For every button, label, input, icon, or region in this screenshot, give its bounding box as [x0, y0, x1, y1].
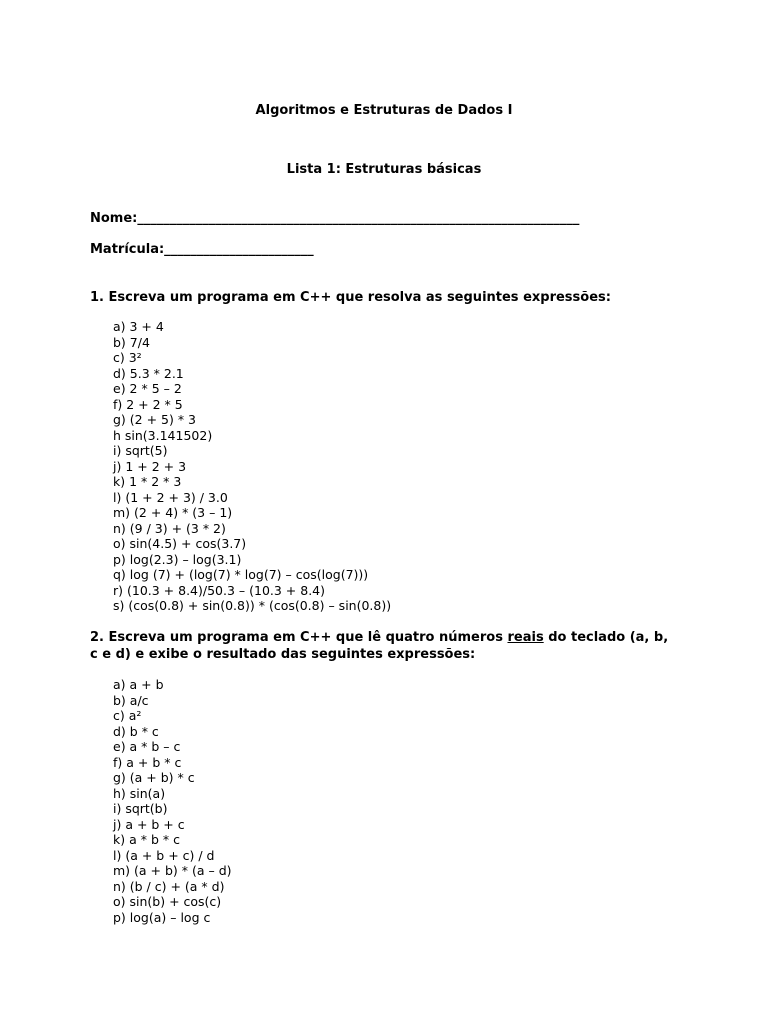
list-item: i) sqrt(b) — [113, 801, 168, 816]
list-item: c) a² — [113, 708, 142, 723]
list-item: l) (a + b + c) / d — [113, 847, 215, 863]
list-item: p) log(a) – log c — [113, 909, 211, 925]
name-field-label: Nome:____________________________________________________________________ — [90, 211, 580, 226]
list-item: b) a/c — [113, 692, 149, 708]
list-item: k) a * b * c — [113, 832, 180, 847]
list-item: f) 2 + 2 * 5 — [113, 396, 183, 412]
list-item: n) (9 / 3) + (3 * 2) — [113, 520, 226, 536]
list-item: m) (a + b) * (a – d) — [113, 863, 232, 878]
list-item: a) 3 + 4 — [113, 319, 164, 334]
list-item: n) (b / c) + (a * d) — [113, 878, 225, 894]
matricula-field-label: Matrícula:_______________________ — [90, 242, 314, 257]
list-item: s) (cos(0.8) + sin(0.8)) * (cos(0.8) – sin(0.8)) — [113, 598, 392, 613]
question-2-text-end: do teclado (a, b, c e d) e exibe o resultado das seguintes expressões: — [90, 630, 669, 662]
list-item: o) sin(b) + cos(c) — [113, 894, 222, 909]
question-2-text-start: 2. Escreva um programa em C++ que lê quatro números — [90, 630, 508, 645]
list-item: d) 5.3 * 2.1 — [113, 365, 184, 381]
list-title: Lista 1: Estruturas básicas — [286, 162, 482, 177]
list-item: g) (2 + 5) * 3 — [113, 412, 197, 427]
list-item: p) log(2.3) – log(3.1) — [113, 551, 242, 567]
list-item: l) (1 + 2 + 3) / 3.0 — [113, 489, 228, 505]
list-item: k) 1 * 2 * 3 — [113, 474, 182, 489]
course-title: Algoritmos e Estruturas de Dados I — [255, 103, 513, 118]
question-2-underlined-word: reais — [507, 630, 544, 645]
list-item: a) a + b — [113, 677, 164, 692]
question-2-text — [90, 629, 680, 663]
list-item: j) a + b + c — [113, 816, 185, 832]
list-item: h sin(3.141502) — [113, 427, 213, 443]
list-item: b) 7/4 — [113, 334, 150, 350]
list-item: i) sqrt(5) — [113, 443, 168, 458]
question-1-text: 1. Escreva um programa em C++ que resolva as seguintes expressões: — [90, 290, 611, 305]
list-item: q) log (7) + (log(7) * log(7) – cos(log(7))) — [113, 567, 369, 582]
list-item: d) b * c — [113, 723, 159, 739]
list-item: m) (2 + 4) * (3 – 1) — [113, 505, 233, 520]
list-item: r) (10.3 + 8.4)/50.3 – (10.3 + 8.4) — [113, 582, 325, 598]
list-item: f) a + b * c — [113, 754, 182, 770]
list-item: e) 2 * 5 – 2 — [113, 381, 182, 396]
list-item: c) 3² — [113, 350, 142, 365]
list-item: h) sin(a) — [113, 785, 166, 801]
list-item: e) a * b – c — [113, 739, 181, 754]
question-1-list — [113, 319, 391, 614]
list-item: o) sin(4.5) + cos(3.7) — [113, 536, 247, 551]
list-item: g) (a + b) * c — [113, 770, 195, 785]
question-2-list — [113, 677, 232, 925]
list-item: j) 1 + 2 + 3 — [113, 458, 187, 474]
